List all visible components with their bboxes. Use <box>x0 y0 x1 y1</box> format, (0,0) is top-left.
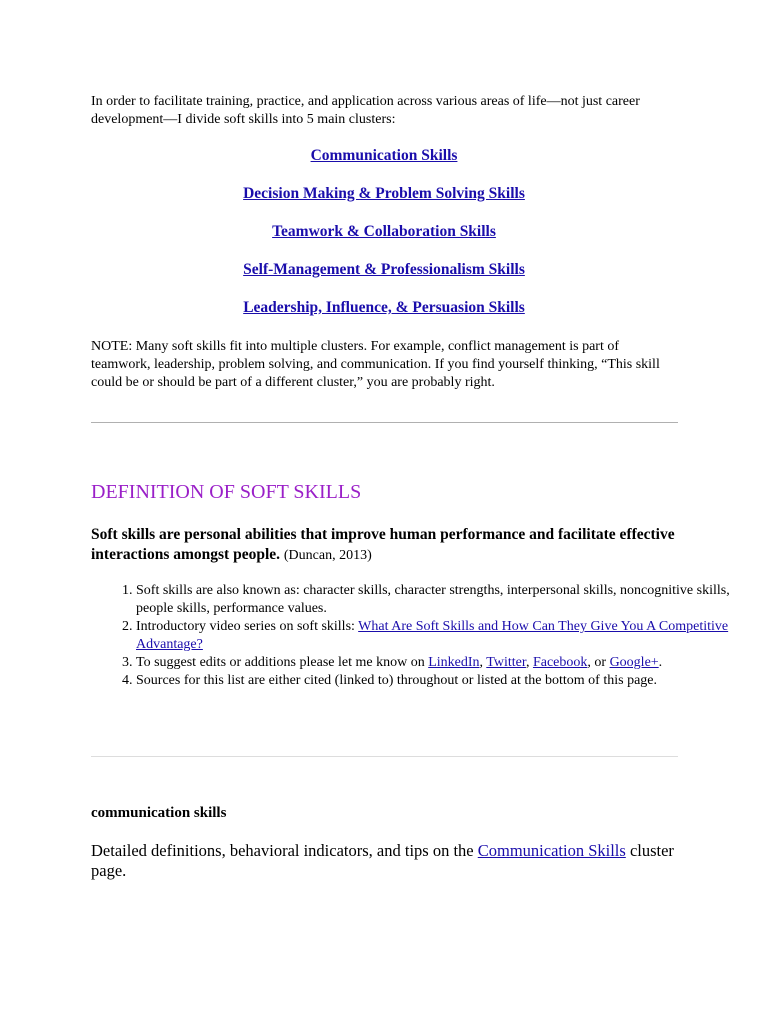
list-item <box>136 672 736 690</box>
list-item-prefix: Introductory video series on soft skills: <box>136 619 359 634</box>
separator: , or <box>587 655 610 670</box>
definition-citation: (Duncan, 2013) <box>283 548 372 563</box>
communication-prefix: Detailed definitions, behavioral indicators, and tips on the <box>91 841 478 860</box>
video-series-link[interactable]: What Are Soft Skills and How Can They Give You A Competitive Advantage? <box>136 619 729 652</box>
section-divider <box>91 422 678 423</box>
definition-heading: DEFINITION OF SOFT SKILLS <box>91 481 362 503</box>
list-item-suffix: . <box>658 655 663 670</box>
separator: , <box>525 655 533 670</box>
list-item-text: Sources for this list are either cited (linked to) throughout or listed at the bottom of this page. <box>136 673 657 688</box>
list-item-prefix: To suggest edits or additions please let me know on <box>136 655 429 670</box>
communication-suffix: cluster page. <box>91 841 674 880</box>
cluster-link-leadership[interactable]: Leadership, Influence, & Persuasion Skills <box>243 299 525 316</box>
twitter-link[interactable]: Twitter <box>486 655 526 670</box>
separator: , <box>479 655 487 670</box>
communication-paragraph <box>91 841 691 881</box>
list-item <box>136 618 736 654</box>
cluster-link-self-management[interactable]: Self-Management & Professionalism Skills <box>243 261 525 278</box>
intro-paragraph: In order to facilitate training, practice, and application across various areas of life—not just career development—I divide soft skills into 5 main clusters: <box>91 94 640 127</box>
definition-list <box>91 582 736 690</box>
section-divider <box>91 756 678 757</box>
googleplus-link[interactable]: Google+ <box>609 655 659 670</box>
cluster-link-communication[interactable]: Communication Skills <box>310 147 458 164</box>
list-item <box>136 582 736 618</box>
list-item <box>136 654 736 672</box>
communication-skills-link[interactable]: Communication Skills <box>477 841 626 860</box>
note-paragraph: NOTE: Many soft skills fit into multiple clusters. For example, conflict management is part of teamwork, leadership, problem solving, and communication. If you find yourself thinking, “This skill could be or should be part of a different cluster,” you are probably right. <box>91 339 660 390</box>
linkedin-link[interactable]: LinkedIn <box>428 655 480 670</box>
cluster-links <box>0 146 768 336</box>
definition-text: Soft skills are personal abilities that improve human performance and facilitate effective interactions amongst people. <box>91 526 675 563</box>
cluster-link-teamwork[interactable]: Teamwork & Collaboration Skills <box>272 223 496 240</box>
definition-statement <box>91 525 691 566</box>
cluster-link-decision-making[interactable]: Decision Making & Problem Solving Skills <box>243 185 525 202</box>
facebook-link[interactable]: Facebook <box>532 655 588 670</box>
communication-heading: communication skills <box>91 805 227 821</box>
list-item-text: Soft skills are also known as: character skills, character strengths, interpersonal skills, noncognitive skills, people skills, performance values. <box>136 583 730 616</box>
